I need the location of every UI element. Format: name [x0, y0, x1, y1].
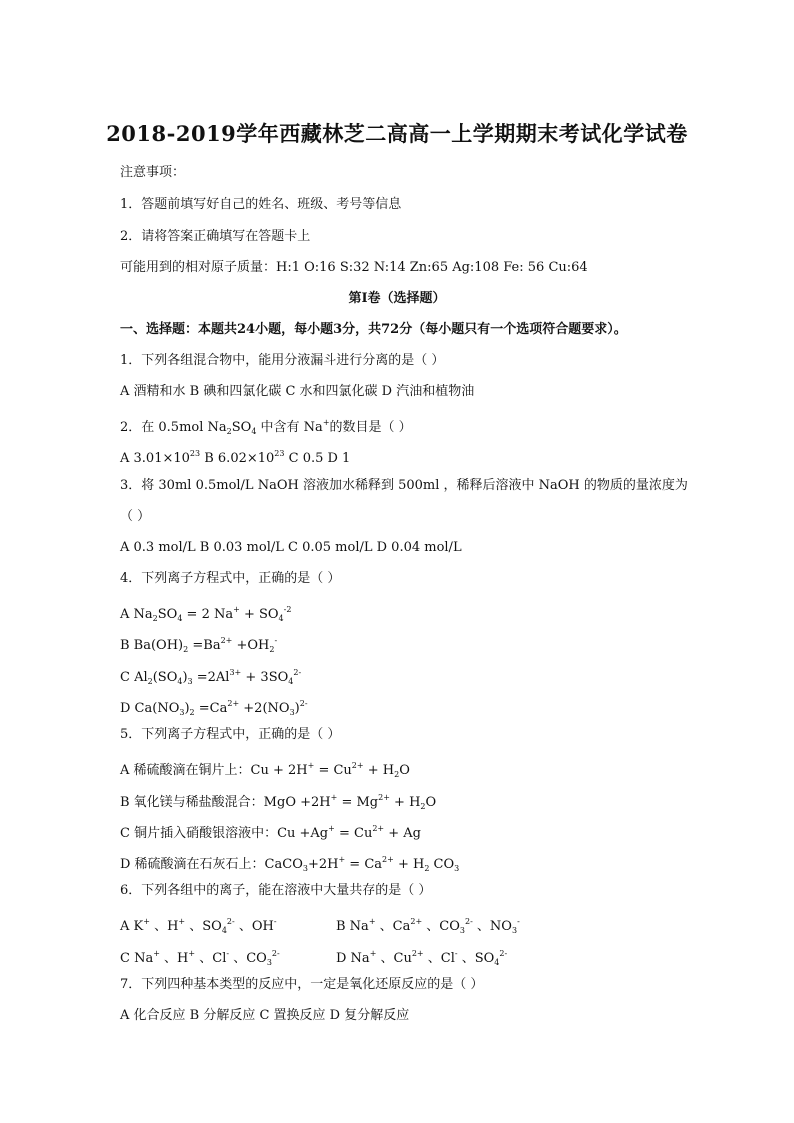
question-5-option-b: B 氧化镁与稀盐酸混合：MgO $+2H^+ = Mg^{2+} + H_2O$	[120, 793, 437, 811]
question-5-option-a: A 稀硫酸滴在铜片上：$Cu + 2H^+ = Cu^{2+} + H_2O$	[120, 761, 410, 779]
question-5-stem: 5．下列离子方程式中，正确的是（ ）	[120, 727, 341, 742]
question-6-option-d: D Na+ 、$Cu^{2+}$ 、Cl- 、$SO_4^{2-}$	[336, 949, 508, 967]
question-4-option-d: D $Ca(NO_3)_2 =Ca^{2+} +2(NO_3)^{2-}$	[120, 699, 308, 717]
question-4-option-c: C $Al_2(SO_4)_3 =2Al^{3+} + 3SO_4^{2-}$	[120, 668, 302, 686]
atomic-masses: 可能用到的相对原子质量：H:1 O:16 S:32 N:14 Zn:65 Ag:108 Fe: 56 Cu:64	[120, 260, 588, 275]
question-4-option-a: A $Na_2SO_4 = 2$ $Na^+ + SO_4^{-2}$	[120, 605, 292, 623]
question-3-options: A 0.3 mol/L B 0.03 mol/L C 0.05 mol/L D 0.04 mol/L	[120, 540, 462, 555]
question-4-option-b: B $Ba(OH)_2 =Ba^{2+} +OH_2^-$	[120, 636, 278, 654]
question-1-options: A 酒精和水 B 碘和四氯化碳 C 水和四氯化碳 D 汽油和植物油	[120, 384, 475, 399]
notes-item-1: 1．答题前填写好自己的姓名、班级、考号等信息	[120, 197, 402, 212]
question-6-option-b: B Na+ 、$Ca^{2+}$ 、$CO_3^{2-}$ 、$NO_3^-$	[336, 917, 520, 935]
section-heading: 一、选择题：本题共24小题，每小题3分，共72分（每小题只有一个选项符合题要求）。	[120, 322, 627, 337]
volume-title: 第Ⅰ卷（选择题）	[348, 291, 446, 306]
exam-title: 2018-2019学年西藏林芝二高高一上学期期末考试化学试卷	[106, 121, 688, 146]
question-5-option-d: D 稀硫酸滴在石灰石上：CaCO$_3$+2H+ = $Ca^{2+} + H_2$ $CO_3$	[120, 855, 460, 873]
question-6-stem: 6．下列各组中的离子，能在溶液中大量共存的是（ ）	[120, 883, 432, 898]
question-7-options: A 化合反应 B 分解反应 C 置换反应 D 复分解反应	[120, 1008, 410, 1023]
question-3-stem: 3．将 30ml 0.5mol/L NaOH 溶液加水稀释到 500ml ，稀释后溶液中 NaOH 的物质的量浓度为	[120, 478, 688, 493]
question-2-stem: 2．在 0.5mol $Na_2SO_4$ 中含有 Na+的数目是（ ）	[120, 418, 412, 436]
question-4-stem: 4．下列离子方程式中，正确的是（ ）	[120, 571, 341, 586]
question-3-blank: （ ）	[120, 509, 151, 524]
question-6-option-a: A K+ 、H+ 、$SO_4^{2-}$ 、OH-	[120, 917, 277, 935]
question-5-option-c: C 铜片插入硝酸银溶液中：$Cu +Ag^+ = Cu^{2+} + Ag$	[120, 824, 421, 841]
question-1-stem: 1．下列各组混合物中，能用分液漏斗进行分离的是（ ）	[120, 353, 445, 368]
question-6-option-c: C Na+ 、H+ 、Cl- 、$CO_3^{2-}$	[120, 949, 280, 967]
question-2-options: A $3.01\times 10^{23}$ B $6.02\times 10^{23}$ C 0.5 D 1	[120, 449, 351, 466]
question-7-stem: 7．下列四种基本类型的反应中，一定是氧化还原反应的是（ ）	[120, 977, 484, 992]
notes-item-2: 2．请将答案正确填写在答题卡上	[120, 229, 311, 244]
notes-heading: 注意事项：	[120, 165, 186, 180]
